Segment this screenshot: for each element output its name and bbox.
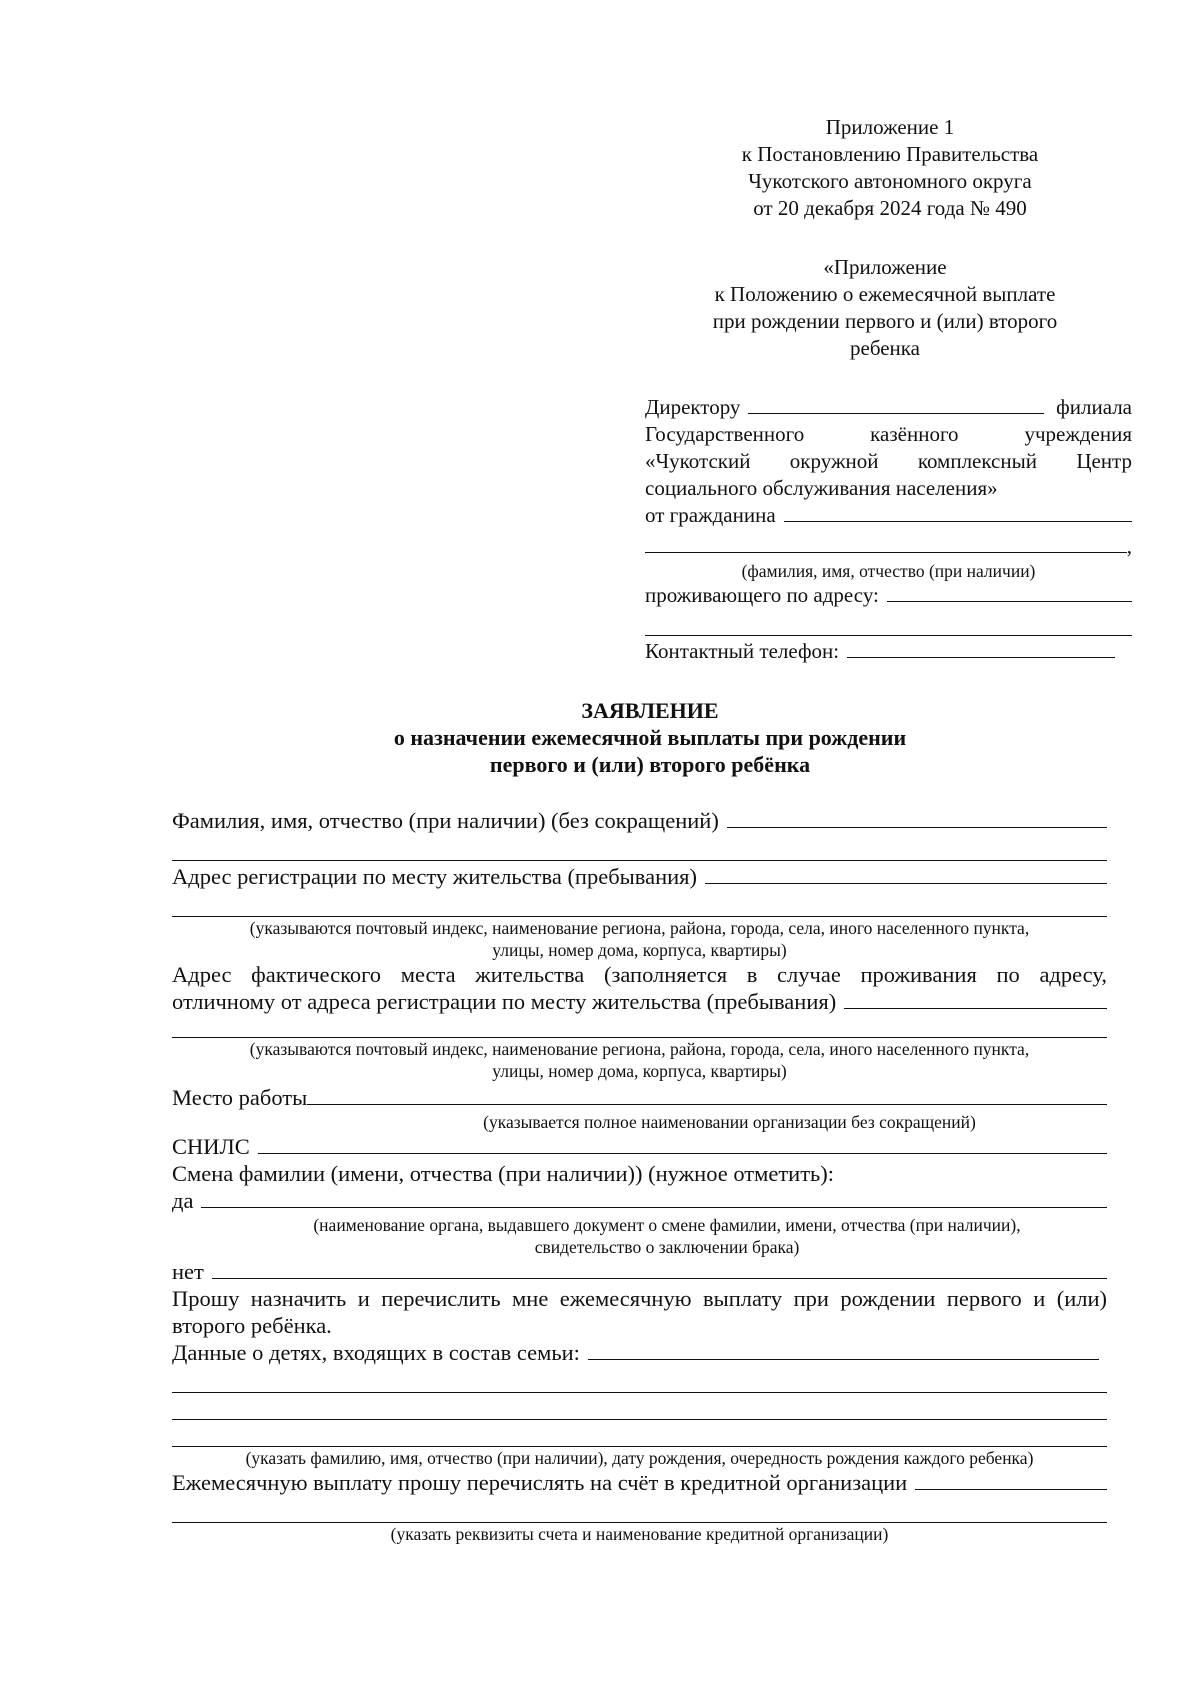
fio-label: Фамилия, имя, отчество (при наличии) (без сокращений)	[172, 808, 719, 833]
citizen-name-row-2	[645, 533, 1132, 560]
citizen-address-label: проживающего по адресу:	[645, 583, 879, 607]
fio-field-2[interactable]	[172, 834, 1107, 861]
appendix-2-line: «Приложение	[823, 255, 947, 279]
title-subtitle: о назначении ежемесячной выплаты при рождении	[393, 725, 907, 750]
account-hint: (указать реквизиты счета и наименование кредитной организации)	[390, 1524, 889, 1544]
snils-field[interactable]	[258, 1134, 1107, 1154]
no-option[interactable]: нет	[172, 1259, 204, 1284]
title-main: ЗАЯВЛЕНИЕ	[581, 698, 719, 723]
children-field-3[interactable]	[172, 1393, 1107, 1420]
citizen-name-field[interactable]	[784, 502, 1132, 522]
actual-address-hint: улицы, номер дома, корпуса, квартиры)	[492, 1061, 787, 1081]
citizen-address-row	[645, 582, 1132, 609]
account-field-2[interactable]	[172, 1496, 1107, 1523]
actual-address-row	[172, 988, 1107, 1015]
institution-line: Государственного казённого учреждения	[645, 422, 1132, 446]
reg-address-field[interactable]	[705, 864, 1107, 884]
reg-address-field-2[interactable]	[172, 890, 1107, 917]
request-text: Прошу назначить и перечислить мне ежемесячную выплату при рождении первого и (или)	[172, 1286, 1107, 1311]
director-row	[645, 394, 1132, 421]
citizen-address-field-2[interactable]	[645, 609, 1132, 636]
appendix-1-line: Приложение 1	[825, 115, 955, 139]
institution-line: социального обслуживания населения»	[645, 476, 998, 500]
citizen-address-field[interactable]	[887, 582, 1132, 602]
title-subtitle: первого и (или) второго ребёнка	[489, 752, 811, 777]
appendix-1-line: к Постановлению Правительства	[741, 142, 1039, 166]
reg-address-hint: улицы, номер дома, корпуса, квартиры)	[492, 940, 787, 960]
children-row	[172, 1339, 1107, 1366]
appendix-2-header	[650, 254, 1120, 362]
phone-field[interactable]	[847, 638, 1115, 658]
fio-hint: (фамилия, имя, отчество (при наличии)	[741, 561, 1036, 581]
document-title	[175, 697, 1125, 778]
comma: ,	[1126, 534, 1132, 558]
work-label: Место работы	[172, 1085, 308, 1110]
director-label: Директору	[645, 395, 741, 419]
citizen-name-field-2[interactable]	[645, 533, 1127, 553]
appendix-1-line: от 20 декабря 2024 года № 490	[753, 196, 1027, 220]
snils-label: СНИЛС	[172, 1134, 250, 1159]
director-name-field[interactable]	[748, 394, 1044, 414]
work-hint: (указывается полное наименовании организации без сокращений)	[483, 1112, 976, 1132]
reg-address-hint: (указываются почтовый индекс, наименование региона, района, города, села, иного населенного пункта,	[249, 918, 1030, 938]
addressee-block	[645, 394, 1132, 665]
institution-line: «Чукотский окружной комплексный Центр	[645, 449, 1132, 473]
actual-address-label-2: отличному от адреса регистрации по месту жительства (пребывания)	[172, 989, 837, 1014]
form-body	[172, 807, 1107, 1545]
phone-row	[645, 638, 1115, 665]
name-change-yes-row	[172, 1187, 1107, 1214]
fio-field[interactable]	[727, 808, 1107, 828]
fio-row	[172, 807, 1107, 834]
appendix-2-line: к Положению о ежемесячной выплате	[714, 282, 1056, 306]
appendix-1-line: Чукотского автономного округа	[748, 169, 1032, 193]
name-change-label: Смена фамилии (имени, отчества (при наличии)) (нужное отметить):	[172, 1161, 835, 1186]
no-details-field[interactable]	[212, 1259, 1107, 1279]
appendix-2-line: ребенка	[850, 336, 920, 360]
from-citizen-row	[645, 502, 1132, 529]
request-text-2: второго ребёнка.	[172, 1313, 332, 1338]
actual-address-hint: (указываются почтовый индекс, наименование региона, района, города, села, иного населенного пункта,	[249, 1039, 1030, 1059]
actual-address-label: Адрес фактического места жительства (заполняется в случае проживания по адресу,	[172, 962, 1107, 987]
children-label: Данные о детях, входящих в состав семьи:	[172, 1340, 580, 1365]
yes-option[interactable]: да	[172, 1188, 194, 1213]
appendix-2-line: при рождении первого и (или) второго	[712, 309, 1058, 333]
yes-hint: свидетельство о заключении брака)	[534, 1237, 800, 1257]
phone-label: Контактный телефон:	[645, 639, 840, 663]
snils-row	[172, 1133, 1107, 1160]
children-field-4[interactable]	[172, 1420, 1107, 1447]
from-citizen-label: от гражданина	[645, 503, 776, 527]
name-change-no-row	[172, 1258, 1107, 1285]
children-field-2[interactable]	[172, 1366, 1107, 1393]
children-field[interactable]	[588, 1340, 1099, 1360]
actual-address-field[interactable]	[844, 989, 1107, 1009]
yes-details-field[interactable]	[201, 1188, 1107, 1208]
account-row	[172, 1469, 1107, 1496]
appendix-1-header	[690, 114, 1090, 222]
actual-address-field-2[interactable]	[172, 1015, 1107, 1038]
work-row	[172, 1084, 1107, 1111]
reg-address-label: Адрес регистрации по месту жительства (пребывания)	[172, 864, 698, 889]
account-field[interactable]	[915, 1470, 1107, 1490]
account-label: Ежемесячную выплату прошу перечислять на счёт в кредитной организации	[172, 1470, 908, 1495]
yes-hint: (наименование органа, выдавшего документ о смене фамилии, имени, отчества (при наличии),	[313, 1215, 1021, 1235]
work-field[interactable]	[307, 1085, 1107, 1105]
reg-address-row	[172, 863, 1107, 890]
children-hint: (указать фамилию, имя, отчество (при наличии), дату рождения, очередность рождения каждого ребенка)	[245, 1448, 1034, 1468]
director-suffix: филиала	[1056, 395, 1132, 419]
